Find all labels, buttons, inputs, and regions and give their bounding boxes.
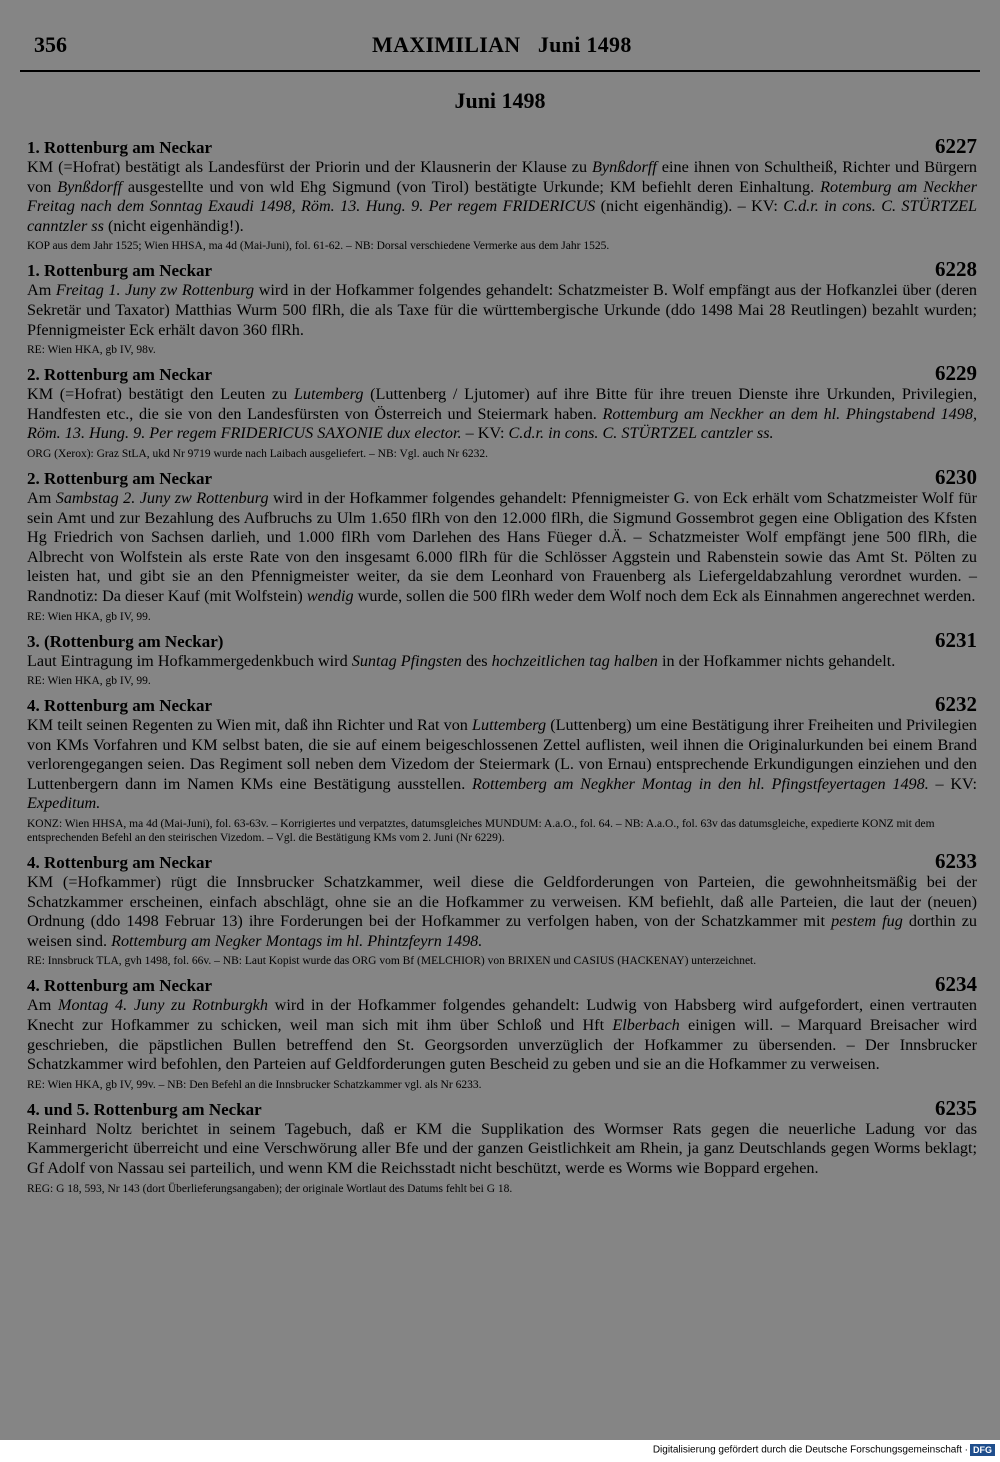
page-number: 356 — [34, 32, 67, 57]
entry-text: (nicht eigenhändig). – KV: — [595, 197, 784, 216]
entry-number: 6232 — [935, 692, 977, 717]
section-title: Juni 1498 — [454, 88, 546, 113]
running-head — [34, 32, 980, 66]
entry-text-italic: Bynßdorff — [592, 158, 657, 176]
entry-body — [27, 385, 977, 444]
entry-text-italic: Elberbach — [612, 1016, 680, 1035]
entry-header — [27, 363, 977, 385]
regest-entry — [27, 464, 977, 624]
entry-header — [27, 974, 977, 996]
entry-source-note: RE: Wien HKA, gb IV, 98v. — [27, 344, 156, 357]
entry-heading: 3. (Rottenburg am Neckar) — [27, 631, 224, 651]
footer-text: Digitalisierung gefördert durch die Deutsche Forschungsgemeinschaft · — [652, 1444, 968, 1456]
regest-entry — [27, 136, 977, 253]
entry-text-italic: Rotemburg am Neckher Freitag nach dem Sonntag Exaudi 1498, Röm. 13. Hung. 9. Per regem FRIDERICUS — [27, 177, 977, 216]
entry-number: 6234 — [935, 972, 977, 997]
entry-source-note: KOP aus dem Jahr 1525; Wien HHSA, ma 4d (Mai-Juni), fol. 61-62. – NB: Dorsal verschiedene Vermerke aus dem Jahr 1525. — [27, 240, 610, 253]
entry-header — [27, 694, 977, 716]
regest-entry — [27, 259, 977, 357]
entry-text: wurde, sollen die 500 flRh weder dem Wolf noch dem Eck als Einnahmen angerechnet werden. — [353, 586, 976, 605]
entry-header — [27, 464, 977, 489]
entry-number: 6231 — [935, 627, 977, 652]
entry-header — [27, 851, 977, 873]
entry-text: KM (=Hofkammer) rügt die Innsbrucker Schatzkammer, weil diese die Geldforderungen von Parteien, die gewohnheitsmäßig bei der Schatzkammer erscheinen, einfach abschlägt, ohne sie an die Hofkammer zu verweisen. KM befiehlt, daß alle Parteien, die laut der (neuen) Ordnung (ddo 1498 Februar 13) ihre Forderungen bei der Hofkammer zu verfolgen haben, von der Schatzkammer mit — [27, 873, 977, 931]
entry-text-italic: Rottemberg am Negkher Montag in den hl. Pfingstfeyertagen 1498. — [471, 774, 929, 793]
regest-entry — [27, 1095, 977, 1196]
entry-text-italic: Montag 4. Juny zu Rotnburgkh — [57, 996, 268, 1015]
running-title: MAXIMILIAN Juni 1498 — [372, 32, 632, 57]
entry-text: wird in der Hofkammer folgendes gehandelt: Schatzmeister B. Wolf empfängt aus der Hofkanzlei über (deren Sekretär und Taxator) Matthias Wurm 500 flRh, die als Taxe für die württembergische Urkunde (ddo 1498 Mai 28 Reutlingen) bezahlt wurden; Pfennigmeister Eck erhält davon 360 flRh. — [27, 281, 977, 339]
entry-text: Laut Eintragung im Hofkammergedenkbuch wird — [27, 651, 352, 670]
entry-text-italic: C.d.r. in cons. C. STÜRTZEL canntzler ss — [27, 197, 977, 235]
entry-text: einigen will. – Marquard Breisacher wird geschrieben, die päpstlichen Bullen betreffend den St. Georgsorden unverzüglich der Hofkammer zu übersenden. – Der Innsbrucker Schatzkammer wird befohlen, den Parteien auf Geldforderungen guten Bescheid zu geben und sie an die Hofkammer zu verweisen. — [27, 1016, 977, 1074]
regest-entry — [27, 627, 977, 689]
entry-text-italic: wendig — [306, 586, 354, 605]
entry-text: KM (=Hofrat) bestätigt den Leuten zu — [27, 385, 294, 404]
entry-body — [27, 1120, 977, 1179]
entry-text-italic: Luttemberg — [472, 716, 547, 735]
entry-text: dorthin zu weisen sind. — [27, 912, 977, 950]
entry-source-note: REG: G 18, 593, Nr 143 (dort Überlieferungsangaben); der originale Wortlaut des Datums fehlt bei G 18. — [27, 1182, 513, 1195]
entry-text: des — [461, 651, 492, 670]
entry-heading: 4. Rottenburg am Neckar — [27, 976, 213, 996]
entry-header — [27, 1095, 977, 1120]
entry-source-note: KONZ: Wien HHSA, ma 4d (Mai-Juni), fol. 63-63v. – Korrigiertes und verpatztes, datumsgleiches MUNDUM: A.a.O., fol. 64. – NB: A.a.O., fol. 63v das datumsgleiche, expedierte KONZ mit dem entsprechenden Befehl an den steirischen Vizedom. – Vgl. die Bestätigung KMs vom 2. Juni (Nr 6229). — [27, 818, 935, 845]
entry-body — [27, 996, 977, 1074]
entry-source-note: RE: Wien HKA, gb IV, 99v. – NB: Den Befehl an die Innsbrucker Schatzkammer vgl. als Nr 6233. — [27, 1078, 482, 1091]
entry-text-italic: Lutemberg — [293, 385, 364, 404]
entry-text-italic: pestem fug — [831, 912, 903, 931]
entry-heading: 4. Rottenburg am Neckar — [27, 853, 213, 873]
entry-text: wird in der Hofkammer folgendes gehandelt: Pfennigmeister G. von Eck erhält vom Schatzmeister Wolf für sein Amt und zur Bezahlung des Aufbruchs zu Ulm 1.650 flRh von den 12.000 flRh, die Sigmund Gossembrot gegen eine Obligation des Kfsten Hg Friedrich von Sachsen darlieh, und 1.000 flRh vom Darlehen des Hans Füeger d.Ä. – Schatzmeister Wolf empfängt jene 500 flRh, die Albrecht von Wolfstein als erste Rate von den insgesamt 6.000 flRh für die Schlösser Aggstein und Rabenstein sowie das Amt St. Pölten zu leisten hat, und gibt sie an den Pfennigmeister weiter, da sie dem Leonhard von Frauenberg als Liefergeldabzahlung verordnet wurden. – Randnotiz: Da dieser Kauf (mit Wolfstein) — [27, 488, 977, 605]
entry-number: 6227 — [935, 134, 977, 158]
entry-body — [27, 489, 977, 607]
regest-entry — [27, 694, 977, 845]
entry-source-note: ORG (Xerox): Graz StLA, ukd Nr 9719 wurde nach Laibach ausgeliefert. – NB: Vgl. auch Nr 6232. — [27, 447, 488, 460]
regest-entry — [27, 851, 977, 968]
entry-text: KM (=Hofrat) bestätigt als Landesfürst der Priorin und der Klausnerin der Klause zu — [27, 158, 593, 176]
entry-text: KM teilt seinen Regenten zu Wien mit, daß ihn Richter und Rat von — [27, 716, 473, 735]
entry-text: (nicht eigenhändig!). — [103, 216, 244, 235]
entry-number: 6235 — [935, 1095, 977, 1120]
entry-text-italic: Freitag 1. Juny zw Rottenburg — [55, 281, 255, 300]
entries-list — [27, 136, 977, 1202]
entry-text: Am — [27, 488, 56, 507]
entry-source-note: RE: Wien HKA, gb IV, 99. — [27, 610, 151, 623]
entry-body — [27, 716, 977, 814]
entry-text: Reinhard Noltz berichtet in seinem Tagebuch, daß er KM die Supplikation des Wormser Rats gegen die neuerliche Ladung vor das Kammergericht überreicht und eine Verschwörung aller Bfe und der ganzen Geistlichkeit am Rhein, ja ganz Deutschlands gegen Worms beklagt; Gf Adolf von Nassau sei parteilich, und wenn KM die Reichsstadt nicht beschützt, werde es Worms wie Boppard ergehen. — [27, 1119, 977, 1177]
entry-text: ausgestellte und von wld Ehg Sigmund (von Tirol) bestätigte Urkunde; KM befiehlt deren Einhaltung. — [121, 177, 821, 196]
entry-heading: 1. Rottenburg am Neckar — [27, 138, 213, 157]
entry-text: in der Hofkammer nichts gehandelt. — [657, 651, 896, 670]
entry-text-italic: Rottemburg am Negker Montags im hl. Phintzfeyrn 1498. — [111, 931, 483, 950]
entry-number: 6230 — [935, 464, 977, 489]
entry-text: (Luttenberg) um eine Bestätigung ihrer Freiheiten und Privilegien von KMs Vorfahren und KM selbst baten, die sie auf einem beigeschlossenen Zettel auflisten, weil ihnen die Originalurkunden bei einem Brand verlorengegangen seien. Das Regiment soll neben dem Vizedom der Steiermark (L. von Ernau) entsprechende Erkundigungen einziehen und den Luttenbergern dann im Namen KMs eine Bestätigung ausstellen. — [27, 716, 977, 793]
entry-body — [27, 158, 977, 236]
header-rule — [20, 70, 980, 72]
entry-body — [27, 873, 977, 951]
entry-heading: 2. Rottenburg am Neckar — [27, 365, 213, 385]
regest-entry — [27, 974, 977, 1091]
entry-body — [27, 281, 977, 340]
entry-text-italic: Sambstag 2. Juny zw Rottenburg — [55, 488, 269, 507]
entry-number: 6228 — [935, 257, 977, 282]
footer — [0, 1444, 995, 1456]
entry-text-italic: Expeditum. — [27, 794, 101, 813]
entry-heading: 4. und 5. Rottenburg am Neckar — [27, 1099, 262, 1119]
entry-text-italic: C.d.r. in cons. C. STÜRTZEL cantzler ss. — [508, 424, 774, 443]
entry-text: Am — [27, 996, 58, 1015]
regest-entry — [27, 363, 977, 461]
entry-header — [27, 259, 977, 281]
entry-text: wird in der Hofkammer folgendes gehandelt: Ludwig von Habsberg wird aufgefordert, einen vertrauten Knecht zur Hofkammer zu schicken, weil man sich mit ihm über Schloß und Hft — [27, 996, 978, 1035]
entry-text: – KV: — [928, 774, 977, 793]
entry-header — [27, 136, 977, 158]
entry-text-italic: Bynßdorff — [57, 177, 122, 196]
entry-body — [27, 652, 977, 672]
entry-heading: 2. Rottenburg am Neckar — [27, 468, 213, 488]
entry-heading: 4. Rottenburg am Neckar — [27, 696, 213, 716]
entry-number: 6233 — [935, 849, 977, 874]
entry-heading: 1. Rottenburg am Neckar — [27, 261, 213, 281]
entry-source-note: RE: Innsbruck TLA, gvh 1498, fol. 66v. – NB: Laut Kopist wurde das ORG vom Bf (MELCHIOR) von BRIXEN und CASIUS (HACKENAY) unterzeichnet. — [27, 955, 757, 968]
entry-number: 6229 — [935, 361, 977, 386]
entry-text: eine ihnen von Schultheiß, Richter und Bürgern von — [27, 158, 977, 196]
entry-text-italic: Suntag Pfingsten — [351, 651, 462, 670]
entry-text-italic: Rottemburg am Neckher an dem hl. Phingstabend 1498, Röm. 13. Hung. 9. Per regem FRIDERICUS SAXONIE dux elector. — [27, 404, 977, 443]
entry-source-note: RE: Wien HKA, gb IV, 99. — [27, 675, 151, 688]
entry-header — [27, 627, 977, 652]
entry-text: – KV: — [461, 424, 509, 443]
entry-text: Am — [27, 281, 56, 300]
dfg-logo: DFG — [970, 1444, 995, 1456]
entry-text-italic: hochzeitlichen tag halben — [491, 651, 658, 670]
entry-text: (Luttenberg / Ljutomer) auf ihre Bitte für ihre treuen Dienste ihre Urkunden, Privilegien, Handfesten etc., die sie von den Landesfürsten von Österreich und Steiermark haben. — [27, 385, 978, 423]
